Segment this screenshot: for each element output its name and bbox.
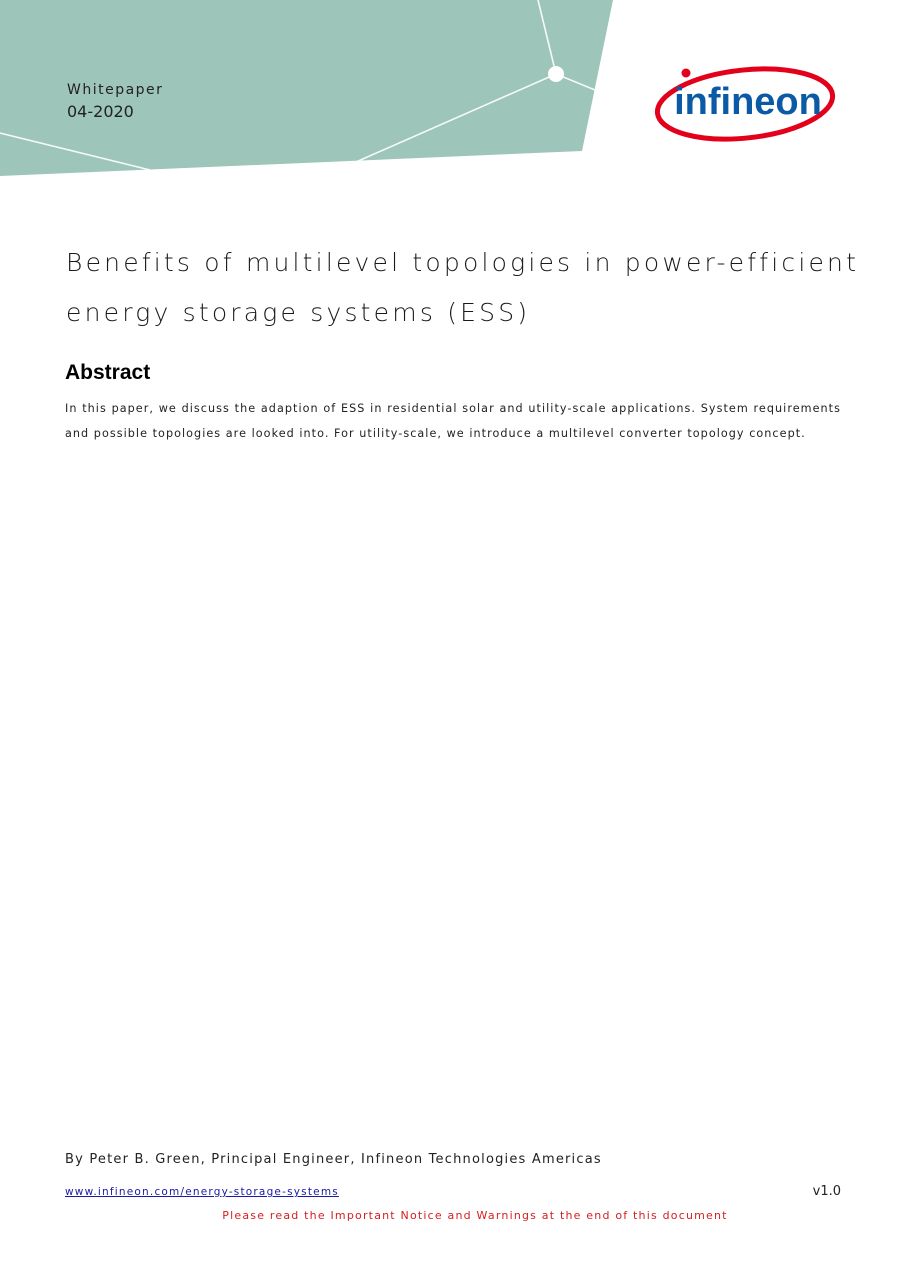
document-type: Whitepaper <box>67 82 164 98</box>
logo-dot <box>682 69 691 78</box>
abstract-text: In this paper, we discuss the adaption of ESS in residential solar and utility-scale applications. System requirements and possible topologies are looked into. For utility-scale, we introduce a multilevel converter topology concept. <box>65 402 841 440</box>
important-notice: Please read the Important Notice and Warnings at the end of this document <box>222 1209 728 1222</box>
document-title: Benefits of multilevel topologies in power-efficient energy storage systems (ESS) <box>66 248 860 327</box>
banner-node <box>548 66 564 82</box>
infineon-logo <box>650 60 845 150</box>
author-byline: By Peter B. Green, Principal Engineer, Infineon Technologies Americas <box>65 1152 602 1167</box>
version-label: v1.0 <box>812 1184 841 1199</box>
website-link[interactable]: www.infineon.com/energy-storage-systems <box>65 1186 339 1198</box>
logo-wordmark: infineon <box>674 81 822 123</box>
document-date: 04-2020 <box>67 102 134 121</box>
abstract-heading: Abstract <box>65 361 151 384</box>
